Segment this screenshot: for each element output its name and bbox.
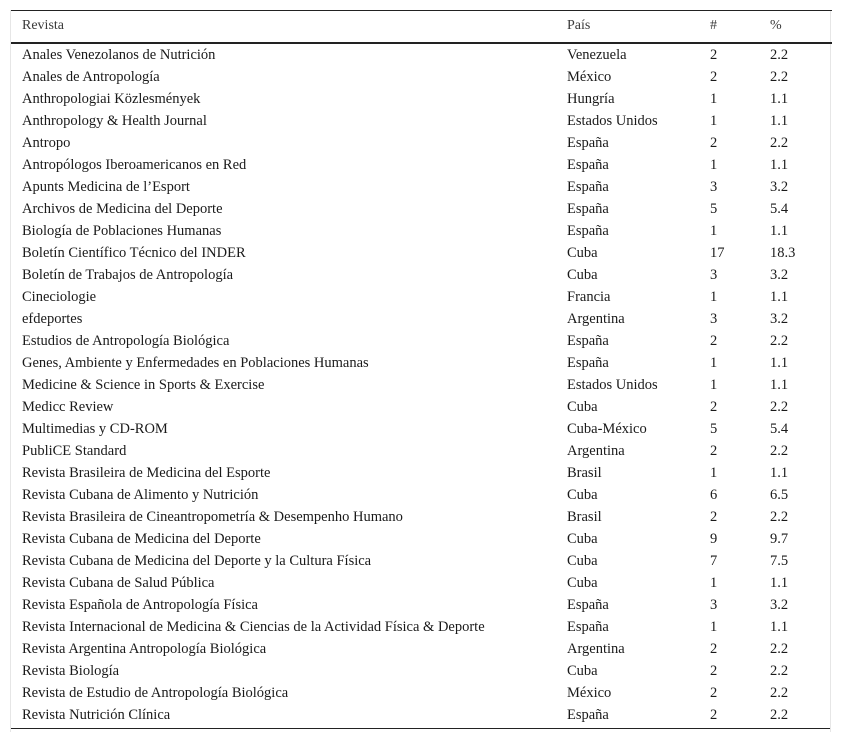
cell-pais: Cuba [567, 574, 598, 591]
cell-count: 1 [710, 288, 718, 305]
cell-revista: efdeportes [22, 310, 83, 327]
cell-revista: Antropo [22, 134, 71, 151]
cell-pais: España [567, 354, 609, 371]
table-row [11, 264, 832, 286]
cell-pais: Cuba [567, 552, 598, 569]
table-row [11, 440, 832, 462]
table-bottom-rule [11, 728, 830, 729]
table-row [11, 396, 832, 418]
table-row [11, 660, 832, 682]
cell-pais: Brasil [567, 464, 602, 481]
cell-percent: 1.1 [770, 618, 789, 635]
cell-pais: Cuba [567, 662, 598, 679]
header-row [11, 11, 832, 43]
cell-percent: 5.4 [770, 200, 789, 217]
table-row [11, 220, 832, 242]
cell-pais: España [567, 596, 609, 613]
table-row [11, 682, 832, 704]
cell-revista: Revista Cubana de Alimento y Nutrición [22, 486, 259, 503]
table-row [11, 110, 832, 132]
cell-pais: Francia [567, 288, 611, 305]
table-row [11, 352, 832, 374]
cell-count: 1 [710, 376, 718, 393]
cell-revista: Anales Venezolanos de Nutrición [22, 46, 216, 63]
table-row [11, 374, 832, 396]
cell-count: 2 [710, 640, 718, 657]
cell-pais: México [567, 68, 612, 85]
cell-percent: 1.1 [770, 288, 789, 305]
cell-revista: Revista Cubana de Salud Pública [22, 574, 215, 591]
cell-count: 7 [710, 552, 718, 569]
cell-count: 2 [710, 706, 718, 723]
cell-revista: Apunts Medicina de l’Esport [22, 178, 190, 195]
header-percent: % [759, 11, 832, 43]
cell-percent: 2.2 [770, 68, 789, 85]
cell-pais: Estados Unidos [567, 376, 658, 393]
cell-revista: Boletín Científico Técnico del INDER [22, 244, 246, 261]
cell-percent: 2.2 [770, 332, 789, 349]
cell-pais: Brasil [567, 508, 602, 525]
cell-revista: Medicc Review [22, 398, 114, 415]
cell-count: 6 [710, 486, 718, 503]
cell-percent: 2.2 [770, 398, 789, 415]
cell-count: 1 [710, 112, 718, 129]
table-row [11, 308, 832, 330]
table-row [11, 132, 832, 154]
cell-revista: Revista Argentina Antropología Biológica [22, 640, 267, 657]
cell-count: 1 [710, 464, 718, 481]
cell-percent: 3.2 [770, 178, 789, 195]
cell-count: 5 [710, 200, 718, 217]
journals-table-container [10, 10, 831, 732]
cell-revista: Multimedias y CD-ROM [22, 420, 168, 437]
cell-revista: Estudios de Antropología Biológica [22, 332, 230, 349]
cell-revista: Revista Internacional de Medicina & Ciencias de la Actividad Física & Deporte [22, 618, 485, 635]
table-row [11, 88, 832, 110]
cell-count: 2 [710, 46, 718, 63]
cell-revista: Revista Biología [22, 662, 120, 679]
cell-count: 1 [710, 156, 718, 173]
cell-percent: 2.2 [770, 706, 789, 723]
cell-pais: Cuba [567, 398, 598, 415]
cell-count: 2 [710, 332, 718, 349]
cell-revista: Revista Española de Antropología Física [22, 596, 258, 613]
cell-pais: España [567, 222, 609, 239]
cell-percent: 3.2 [770, 310, 789, 327]
cell-pais: Argentina [567, 640, 625, 657]
table-row [11, 484, 832, 506]
cell-pais: Venezuela [567, 46, 627, 63]
table-body [11, 43, 832, 728]
cell-pais: Argentina [567, 442, 625, 459]
cell-count: 3 [710, 178, 718, 195]
table-row [11, 462, 832, 484]
cell-pais: Cuba [567, 244, 598, 261]
cell-count: 2 [710, 508, 718, 525]
cell-revista: Revista Cubana de Medicina del Deporte y la Cultura Física [22, 552, 372, 569]
cell-count: 17 [710, 244, 725, 261]
cell-revista: Cineciologie [22, 288, 97, 305]
cell-pais: España [567, 332, 609, 349]
cell-percent: 3.2 [770, 266, 789, 283]
cell-count: 1 [710, 574, 718, 591]
cell-percent: 1.1 [770, 90, 789, 107]
cell-revista: PubliCE Standard [22, 442, 127, 459]
cell-percent: 2.2 [770, 508, 789, 525]
cell-count: 1 [710, 90, 718, 107]
cell-percent: 1.1 [770, 156, 789, 173]
cell-pais: España [567, 178, 609, 195]
cell-count: 2 [710, 134, 718, 151]
table-row [11, 528, 832, 550]
cell-count: 5 [710, 420, 718, 437]
header-count: # [699, 11, 759, 43]
cell-count: 9 [710, 530, 718, 547]
table-row [11, 506, 832, 528]
cell-count: 2 [710, 68, 718, 85]
cell-percent: 1.1 [770, 574, 789, 591]
table-row [11, 550, 832, 572]
cell-percent: 1.1 [770, 354, 789, 371]
cell-pais: Cuba [567, 266, 598, 283]
cell-revista: Biología de Poblaciones Humanas [22, 222, 222, 239]
cell-revista: Boletín de Trabajos de Antropología [22, 266, 234, 283]
table-row [11, 286, 832, 308]
cell-percent: 2.2 [770, 662, 789, 679]
cell-percent: 2.2 [770, 46, 789, 63]
cell-pais: España [567, 200, 609, 217]
cell-pais: Cuba [567, 530, 598, 547]
cell-count: 2 [710, 662, 718, 679]
cell-revista: Anales de Antropología [22, 68, 160, 85]
header-revista: Revista [11, 11, 556, 43]
cell-percent: 1.1 [770, 376, 789, 393]
cell-pais: Cuba [567, 486, 598, 503]
cell-percent: 6.5 [770, 486, 789, 503]
cell-percent: 2.2 [770, 442, 789, 459]
table-row [11, 418, 832, 440]
cell-revista: Archivos de Medicina del Deporte [22, 200, 223, 217]
cell-percent: 2.2 [770, 640, 789, 657]
cell-count: 2 [710, 398, 718, 415]
table-row [11, 704, 832, 728]
table-row [11, 330, 832, 352]
cell-revista: Genes, Ambiente y Enfermedades en Poblaciones Humanas [22, 354, 369, 371]
table-row [11, 198, 832, 220]
cell-count: 1 [710, 222, 718, 239]
cell-count: 1 [710, 618, 718, 635]
journals-table [11, 10, 832, 728]
cell-percent: 9.7 [770, 530, 789, 547]
cell-pais: Estados Unidos [567, 112, 658, 129]
table-row [11, 66, 832, 88]
cell-revista: Anthropologiai Közlesmények [22, 90, 201, 107]
cell-revista: Antropólogos Iberoamericanos en Red [22, 156, 247, 173]
cell-pais: España [567, 706, 609, 723]
table-row [11, 154, 832, 176]
table-row [11, 616, 832, 638]
cell-percent: 1.1 [770, 222, 789, 239]
header-pais: País [556, 11, 699, 43]
cell-revista: Medicine & Science in Sports & Exercise [22, 376, 265, 393]
cell-revista: Revista de Estudio de Antropología Biológica [22, 684, 289, 701]
cell-count: 2 [710, 442, 718, 459]
table-row [11, 572, 832, 594]
cell-count: 2 [710, 684, 718, 701]
table-row [11, 43, 832, 66]
cell-revista: Revista Brasileira de Cineantropometría & Desempenho Humano [22, 508, 403, 525]
cell-percent: 2.2 [770, 684, 789, 701]
cell-count: 1 [710, 354, 718, 371]
cell-percent: 5.4 [770, 420, 789, 437]
cell-pais: Hungría [567, 90, 615, 107]
cell-pais: México [567, 684, 612, 701]
cell-pais: Argentina [567, 310, 625, 327]
cell-revista: Revista Cubana de Medicina del Deporte [22, 530, 261, 547]
cell-pais: España [567, 134, 609, 151]
table-row [11, 176, 832, 198]
cell-count: 3 [710, 596, 718, 613]
cell-revista: Anthropology & Health Journal [22, 112, 207, 129]
cell-count: 3 [710, 310, 718, 327]
cell-pais: España [567, 156, 609, 173]
table-row [11, 242, 832, 264]
cell-percent: 1.1 [770, 464, 789, 481]
cell-percent: 7.5 [770, 552, 789, 569]
table-header [11, 11, 832, 43]
cell-percent: 2.2 [770, 134, 789, 151]
cell-percent: 3.2 [770, 596, 789, 613]
cell-pais: España [567, 618, 609, 635]
cell-revista: Revista Nutrición Clínica [22, 706, 171, 723]
cell-count: 3 [710, 266, 718, 283]
cell-percent: 1.1 [770, 112, 789, 129]
cell-pais: Cuba-México [567, 420, 647, 437]
cell-revista: Revista Brasileira de Medicina del Esporte [22, 464, 271, 481]
cell-percent: 18.3 [770, 244, 796, 261]
table-row [11, 594, 832, 616]
table-row [11, 638, 832, 660]
